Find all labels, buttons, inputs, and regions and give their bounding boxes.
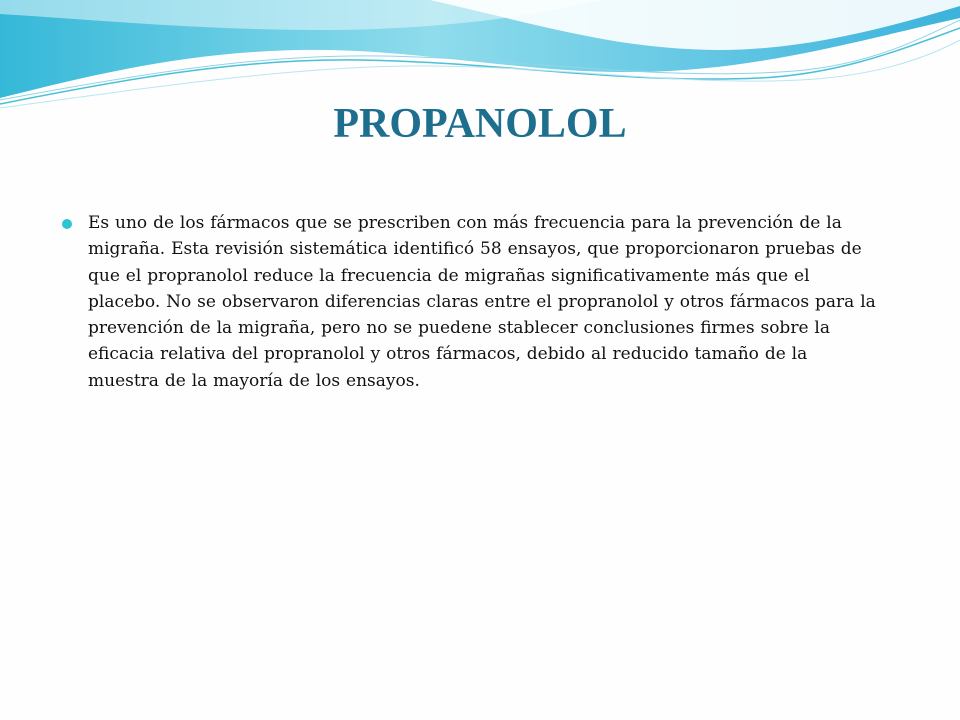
bullet-text: Es uno de los fármacos que se prescriben con más frecuencia para la prevención de la migraña. Esta revisión sistemática identificó 58 ensayos, que proporcionaron pruebas de que el propranolol reduce la frecuencia de migrañas significativamente más que el placebo. No se observaron diferencias claras entre el propranolol y otros fármacos para la prevención de la migraña, pero no se puedene stablecer conclusiones firmes sobre la eficacia relativa del propranolol y otros fármacos, debido al reducido tamaño de la muestra de la mayoría de los ensayos. — [88, 213, 876, 391]
slide-title: PROPANOLOL — [333, 101, 627, 147]
bullet-dot-icon — [62, 219, 72, 229]
bullet-item — [62, 210, 882, 394]
slide-content — [62, 210, 882, 394]
